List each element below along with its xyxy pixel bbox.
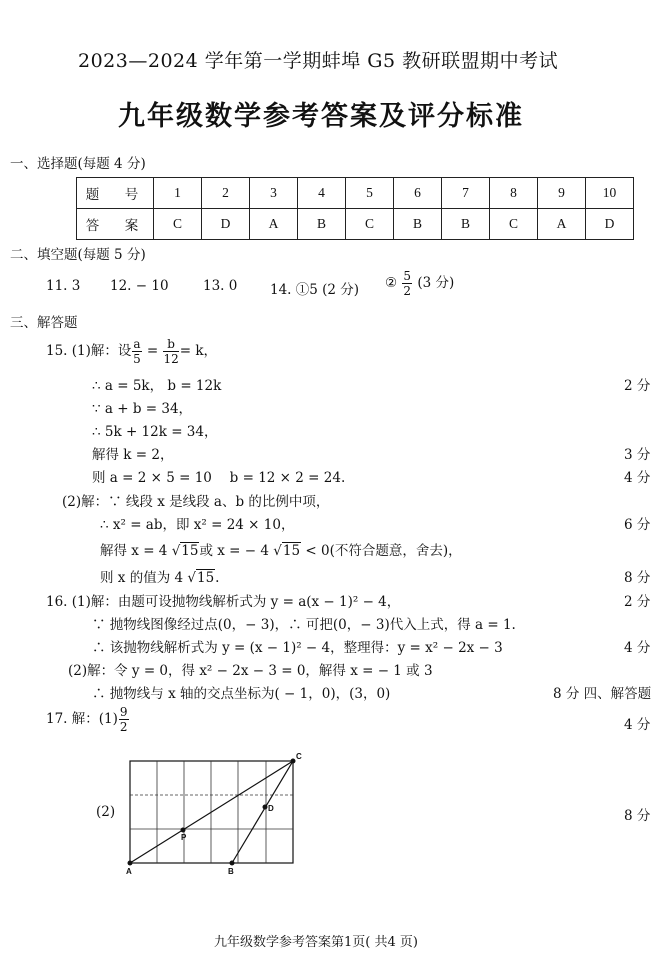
q15-intro: 15. (1)解：设 [46, 343, 132, 359]
q15-score-2: 2 分 [624, 378, 651, 394]
q16-line3: ∴ 该抛物线解析式为 y = (x − 1)² − 4，整理得：y = x² − 2x − 3 [92, 640, 503, 656]
radicand: 15 [282, 543, 301, 559]
question-number: 8 [490, 178, 538, 209]
q15-line4: ∴ 5k + 12k = 34， [92, 424, 218, 440]
answer-11: 11. 3 [46, 278, 81, 294]
label-c: C [296, 752, 302, 761]
q15-line8: ∴ x² = ab，即 x² = 24 × 10， [100, 517, 295, 533]
question-number: 3 [250, 178, 298, 209]
question-number: 1 [154, 178, 202, 209]
label-b: B [228, 867, 234, 876]
fraction-denominator: 2 [403, 284, 412, 298]
fraction-numerator: 5 [403, 269, 412, 283]
point-b [230, 861, 235, 866]
q16-score-8: 8 分 四、解答题 [553, 686, 652, 702]
q16-line2: ∵ 抛物线图像经过点(0，− 3)，∴ 可把(0，− 3)代入上式，得 a = 1. [92, 617, 516, 633]
fraction-a-5 [132, 338, 141, 365]
fraction-denominator: 5 [133, 352, 141, 366]
q15-score-3: 3 分 [624, 447, 651, 463]
answer-cell: C [490, 209, 538, 240]
q15-result-text: 则 x 的值为 4 [100, 570, 184, 586]
fraction-denominator: 2 [119, 720, 128, 734]
point-c [291, 759, 296, 764]
answer-cell: C [154, 209, 202, 240]
score-note: (3 分) [417, 275, 455, 291]
fraction-numerator: b [163, 338, 178, 352]
q15-line10 [100, 566, 219, 586]
q15-equation-tail: = k， [179, 343, 218, 359]
question-number: 9 [538, 178, 586, 209]
q16-line4: (2)解：令 y = 0，得 x² − 2x − 3 = 0，解得 x = − 1 或 3 [68, 663, 433, 679]
question-number: 10 [586, 178, 634, 209]
q15-solve-or: 或 x = − 4 [199, 543, 269, 559]
answer-table [76, 177, 634, 240]
answer-cell: A [538, 209, 586, 240]
point-a [128, 861, 133, 866]
fraction-numerator: 9 [119, 705, 128, 719]
q15-line1: 15. (1)解：设 $\frac{a}{5}$ = $\frac{b}{12}$ = k， [46, 337, 218, 366]
sqrt-icon: √ [273, 543, 282, 559]
section3-heading: 三、解答题 [10, 315, 78, 331]
q17-score-4: 4 分 [624, 717, 651, 733]
answer-row-label: 答 案 [77, 209, 154, 240]
fraction-9-2 [119, 706, 129, 733]
answer-13: 13. 0 [203, 278, 238, 294]
q15-line9 [100, 539, 462, 559]
q15-score-6: 6 分 [624, 517, 651, 533]
question-number: 6 [394, 178, 442, 209]
q16-line1: 16. (1)解：由题可设抛物线解析式为 y = a(x − 1)² − 4， [46, 594, 401, 610]
q16-score-4: 4 分 [624, 640, 651, 656]
label-a: A [126, 867, 132, 876]
answer-cell: C [346, 209, 394, 240]
answer-cell: D [586, 209, 634, 240]
q15-solve-text: 解得 x = 4 [100, 543, 168, 559]
answer-cell: B [394, 209, 442, 240]
circled-two: ② [385, 275, 398, 291]
answer-cell: B [298, 209, 346, 240]
question-number: 5 [346, 178, 394, 209]
fraction-numerator: a [133, 337, 141, 351]
sqrt-icon: √ [171, 543, 181, 559]
q17-intro: 17. 解：(1) [46, 711, 118, 727]
title-line2: 九年级数学参考答案及评分标准 [118, 101, 524, 132]
question-number: 2 [202, 178, 250, 209]
q15-score-8: 8 分 [624, 570, 651, 586]
section1-heading: 一、选择题(每题 4 分) [10, 156, 146, 172]
q16-score-2: 2 分 [624, 594, 651, 610]
question-row-label: 题 号 [77, 178, 154, 209]
answer-14-part1: 14. ①5 (2 分) [270, 282, 360, 298]
q17-part2-label: (2) [96, 804, 116, 820]
title-line1: 2023—2024 学年第一学期蚌埠 G5 教研联盟期中考试 [78, 50, 559, 72]
answer-row [77, 209, 634, 240]
label-d: D [268, 804, 274, 813]
radicand: 15 [196, 570, 215, 586]
point-d [263, 805, 268, 810]
q15-line7: (2)解：∵ 线段 x 是线段 a、b 的比例中项， [62, 494, 330, 510]
sqrt-icon: √ [187, 570, 196, 586]
q15-solve-note: < 0(不符合题意，舍去)， [305, 543, 462, 559]
fraction-b-12 [163, 338, 178, 365]
label-p: P [181, 833, 187, 842]
period: . [215, 570, 220, 586]
fraction-5-2 [402, 270, 412, 297]
q17-line1 [46, 706, 130, 733]
fraction-denominator: 12 [163, 352, 179, 366]
answer-12: 12. − 10 [110, 278, 169, 294]
section2-heading: 二、填空题(每题 5 分) [10, 247, 146, 263]
q17-score-8: 8 分 [624, 808, 651, 824]
q15-line2: ∴ a = 5k， b = 12k [92, 378, 222, 394]
q15-line3: ∵ a + b = 34， [92, 401, 193, 417]
answer-cell: B [442, 209, 490, 240]
q15-score-4: 4 分 [624, 470, 651, 486]
point-p [181, 828, 186, 833]
question-number: 7 [442, 178, 490, 209]
radicand: 15 [181, 543, 199, 559]
q15-line6: 则 a = 2 × 5 = 10 b = 12 × 2 = 24. [92, 470, 346, 486]
q16-line5: ∴ 抛物线与 x 轴的交点坐标为( − 1，0)，(3，0) [92, 686, 391, 702]
page-footer: 九年级数学参考答案第1页( 共4 页) [214, 935, 418, 950]
question-row [77, 178, 634, 209]
answer-cell: A [250, 209, 298, 240]
question-number: 4 [298, 178, 346, 209]
answer-cell: D [202, 209, 250, 240]
q15-line5: 解得 k = 2， [92, 447, 174, 463]
answer-14-part2 [385, 270, 454, 297]
grid-figure [120, 750, 310, 880]
